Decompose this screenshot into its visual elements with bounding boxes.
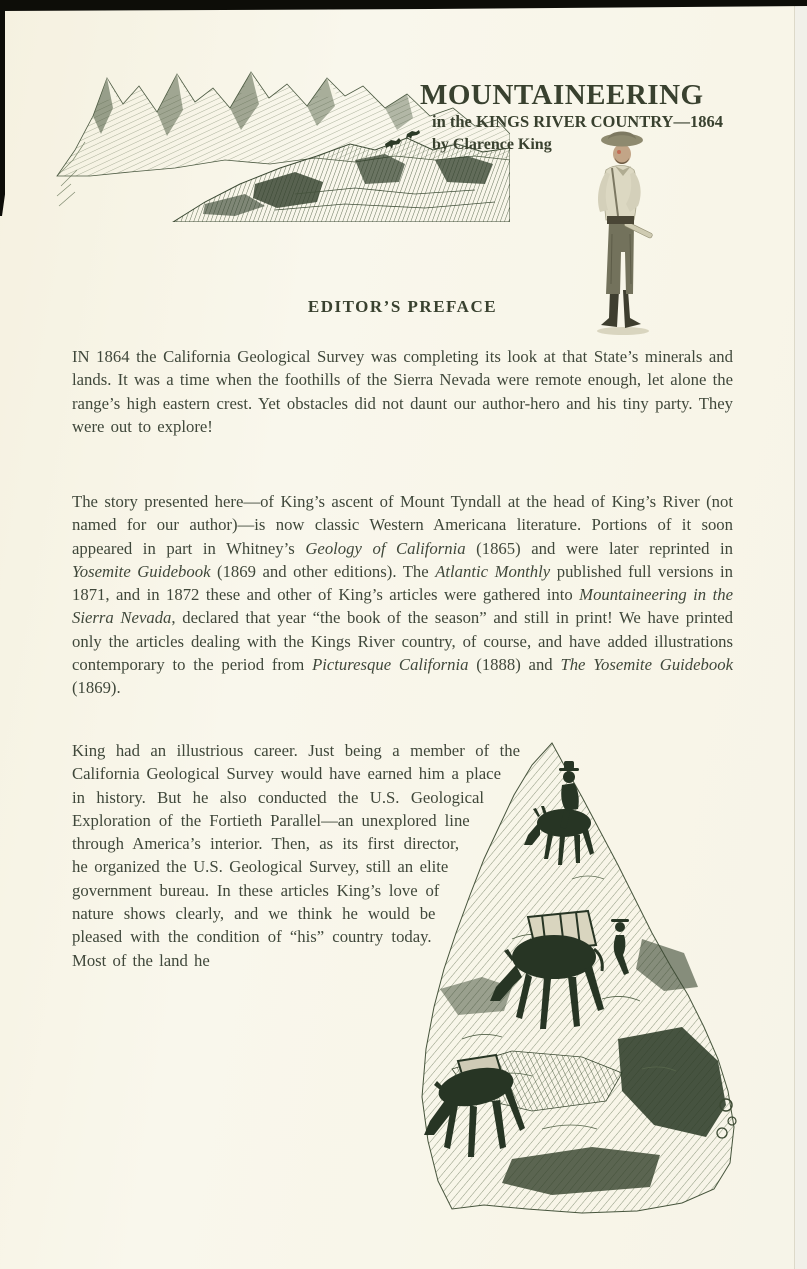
byline: by Clarence King: [432, 136, 552, 153]
paragraph-1: IN 1864 the California Geological Survey was completing its look at that State’s minerals and lands. It was a time when the foothills of the Sierra Nevada were remote enough, let alone the range’s high eastern crest. Yet obstacles did not daunt our author-hero and his tiny party. They were out to explore!: [72, 347, 733, 436]
paragraph-2: The story presented here—of King’s ascent of Mount Tyndall at the head of King’s River (not named for our author)—is now classic Western Americana literature. Portions of it soon appeared in part in Whitney’s Geology of California (1865) and were later reprinted in Yosemite Guidebook (1869 and other editions). The Atlantic Monthly published full versions in 1871, and in 1872 these and other of King’s articles were gathered into Mountaineering in the Sierra Nevada, declared that year “the book of the season” and still in print! We have printed only the articles dealing with the Kings River country, of course, and have added illustrations contemporary to the period from Picturesque California (1888) and The Yosemite Guidebook (1869).: [72, 492, 733, 698]
page-title: MOUNTAINEERING: [420, 79, 704, 111]
masthead: [420, 80, 730, 154]
scan-edge-left: [0, 0, 5, 216]
page-subtitle: in the KINGS RIVER COUNTRY—1864: [432, 112, 723, 131]
section-heading: EDITOR’S PREFACE: [307, 297, 498, 316]
scan-edge-top: [0, 0, 807, 11]
paragraph-3: King had an illustrious career. Just being a member of the California Geological Survey would have earned him a place in history. But he also conducted the U.S. Geological Exploration of the Fortieth Parallel—an unexplored line through America’s interior. Then, as its first director, he organized the U.S. Geological Survey, still an elite government bureau. In these articles King’s love of nature shows clearly, and we think he would be pleased with the condition of “his” country today. Most of the land he: [72, 741, 520, 970]
scan-page-right-edge: [794, 0, 807, 1269]
paragraph-3-with-illustration: [72, 739, 740, 1223]
